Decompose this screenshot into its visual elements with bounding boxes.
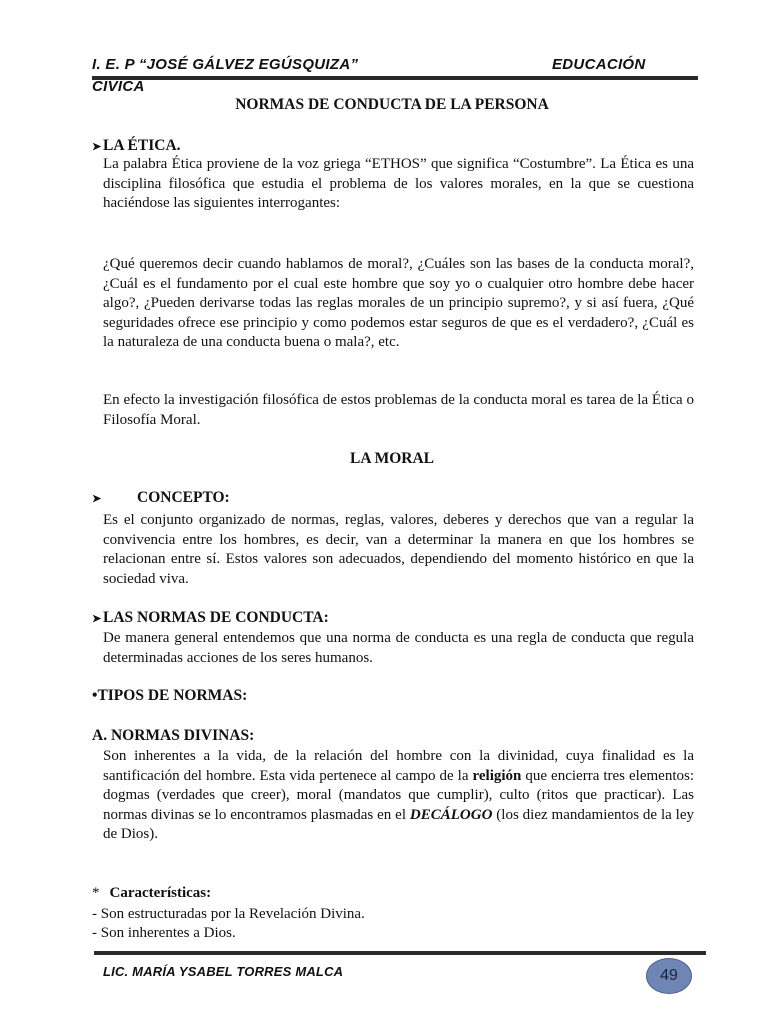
arrowhead-bullet-icon: ➤ <box>92 493 102 505</box>
arrowhead-bullet-icon: ➤ <box>92 613 102 625</box>
section-heading-normas: ➤ LAS NORMAS DE CONDUCTA: <box>92 609 329 626</box>
etica-paragraph-1: La palabra Ética proviene de la voz griega “ETHOS” que significa “Costumbre”. La Ética es una disciplina filosófica que estudia el problema de los valores morales, en la que se cuestiona haciéndose las siguientes interrogantes: <box>103 156 695 211</box>
footer-author: LIC. MARÍA YSABEL TORRES MALCA <box>103 964 344 979</box>
header-rule <box>92 76 698 80</box>
concepto-heading: ➤ CONCEPTO: <box>92 489 230 506</box>
arrowhead-bullet-icon: ➤ <box>92 141 102 153</box>
normas-paragraph: De manera general entendemos que una norma de conducta es una regla de conducta que regula determinadas acciones de los seres humanos. <box>103 630 694 666</box>
divinas-paragraph: Son inherentes a la vida, de la relación del hombre con la divinidad, cuya finalidad es la santificación del hombre. Esta vida pertenece al campo de la religión que encierra tres elementos: dogmas (verdades que creer), moral (mandatos que cumplir), culto (ritos que practicar). Las normas divinas se lo encontramos plasmadas en el DECÁLOGO (los diez mandamientos de la ley de Dios). <box>103 748 695 842</box>
caracteristicas-item: - Son inherentes a Dios. <box>92 925 236 941</box>
section-heading-moral: LA MORAL <box>350 450 434 467</box>
section-heading-divinas: A. NORMAS DIVINAS: <box>92 727 255 744</box>
section-heading-etica: ➤ LA ÉTICA. <box>92 137 181 154</box>
round-bullet-icon: • <box>92 687 98 704</box>
etica-paragraph-3: En efecto la investigación filosófica de estos problemas de la conducta moral es tarea de la Ética o Filosofía Moral. <box>103 392 695 428</box>
header-subject: EDUCACIÓN <box>552 56 646 73</box>
etica-paragraph-2: ¿Qué queremos decir cuando hablamos de moral?, ¿Cuáles son las bases de la conducta moral?, ¿Cuál es el fundamento por el cual este hombre que soy yo o cualquier otro hombre debe hacer algo?, ¿Pueden derivarse todas las reglas morales de un principio supremo?, y si así fuera, ¿Qué seguridades ofrece ese principio y como podemos estar seguros de que es el verdadero?, ¿Cuál es la naturaleza de una conducta buena o mala?, etc. <box>103 256 695 350</box>
page-number-badge: 49 <box>646 958 692 994</box>
caracteristicas-item: - Son estructuradas por la Revelación Divina. <box>92 906 365 922</box>
footer-rule <box>94 951 706 955</box>
header-subject-continuation: CIVICA <box>92 78 145 95</box>
section-heading-tipos: •TIPOS DE NORMAS: <box>92 687 248 704</box>
caracteristicas-heading: * Características: <box>92 885 212 901</box>
header-school: I. E. P “JOSÉ GÁLVEZ EGÚSQUIZA” <box>92 56 359 73</box>
concepto-paragraph: Es el conjunto organizado de normas, reglas, valores, deberes y derechos que van a regular la convivencia entre los hombres, es decir, van a determinar la manera en que los hombres se relacionan entre sí. Estos valores son adecuados, dependiendo del momento histórico en que la sociedad viva. <box>103 512 695 587</box>
page-title: NORMAS DE CONDUCTA DE LA PERSONA <box>235 96 549 113</box>
